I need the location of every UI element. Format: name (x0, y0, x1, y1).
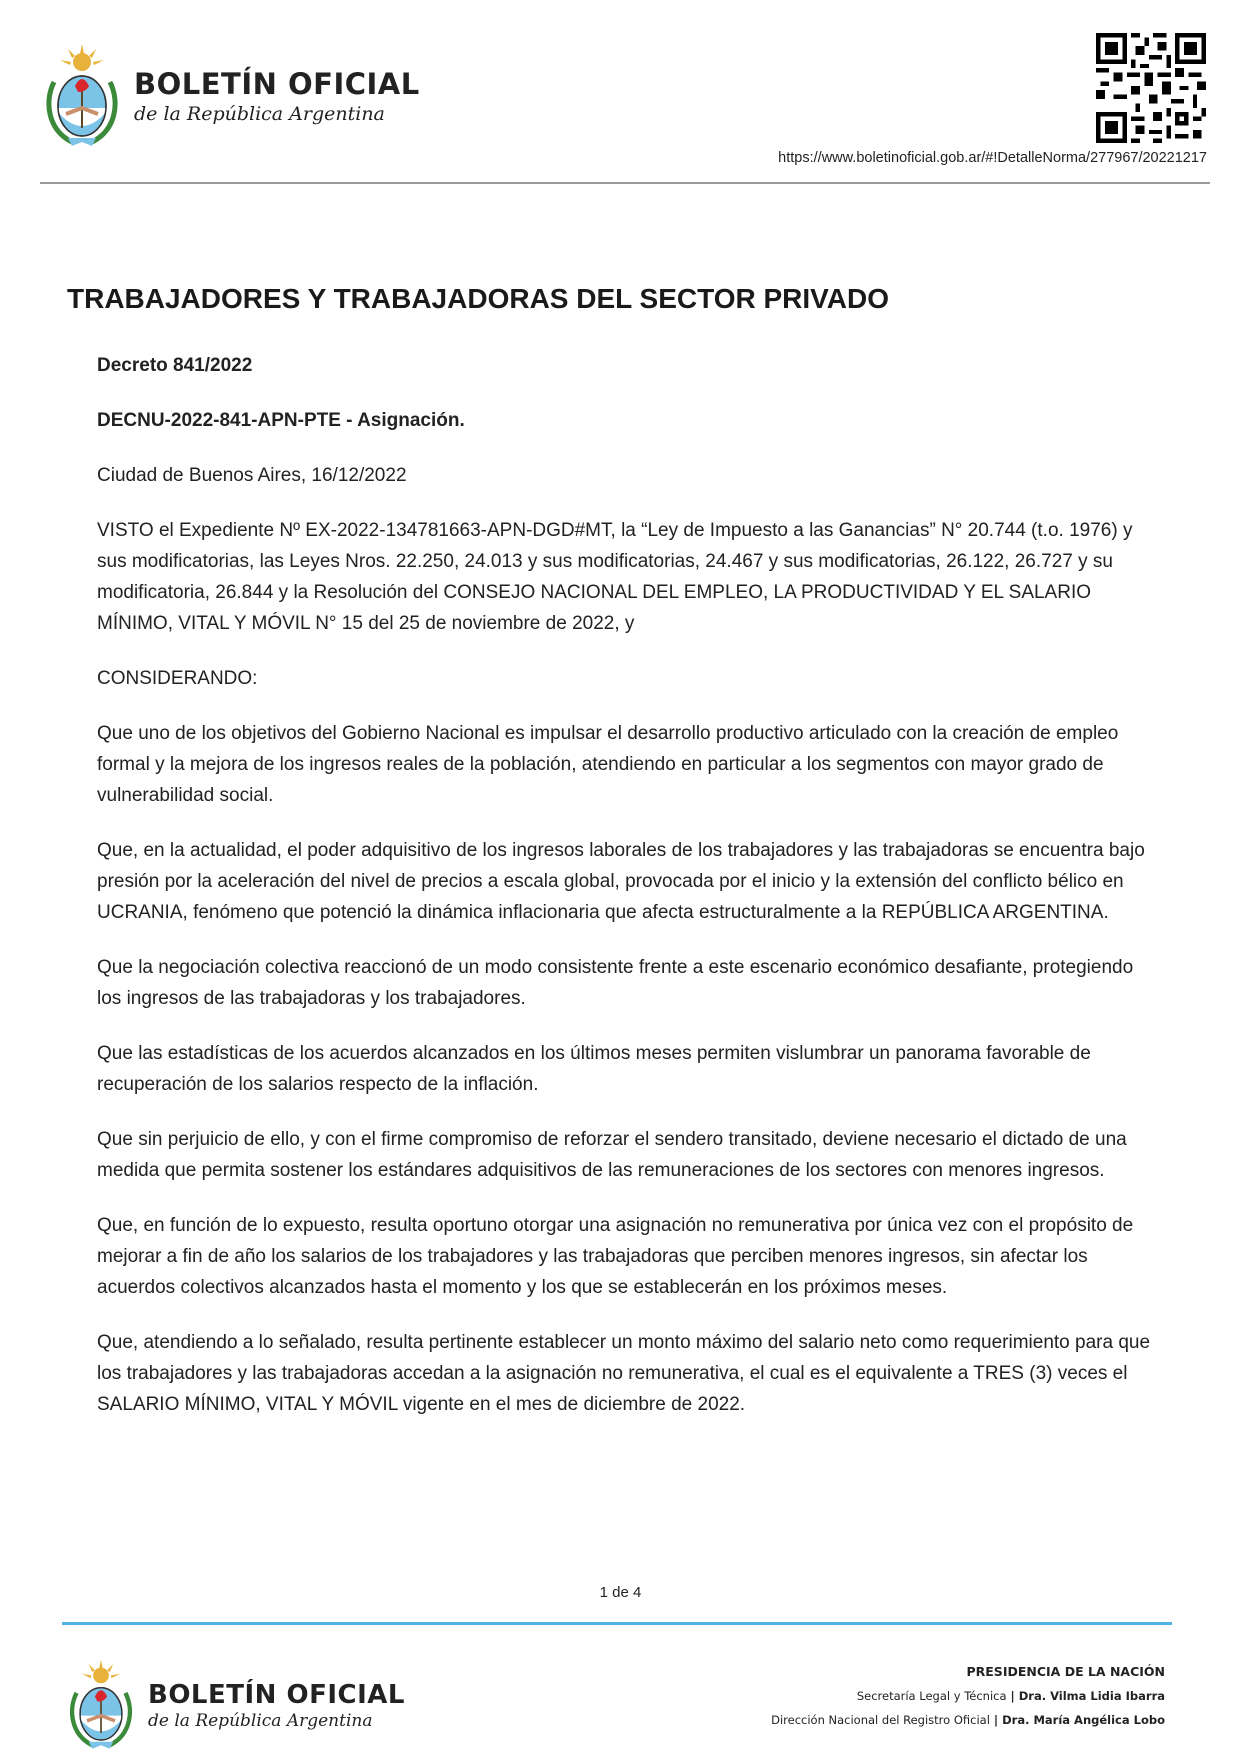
header-divider (40, 182, 1210, 184)
paragraph: Que, atendiendo a lo señalado, resulta pertinente establecer un monto máximo del salario neto como requerimiento para que los trabajadores y las trabajadoras accedan a la asignación no remunerativa, el cual es el equivalente a TRES (3) veces el SALARIO MÍNIMO, VITAL Y MÓVIL vigente en el mes de diciembre de 2022. (97, 1332, 1151, 1415)
decree-number: Decreto 841/2022 (97, 355, 253, 376)
qr-code-icon[interactable] (1096, 33, 1206, 143)
footer-separator: | (1010, 1689, 1015, 1703)
footer-presidencia: PRESIDENCIA DE LA NACIÓN (966, 1664, 1165, 1679)
national-coat-of-arms-icon (42, 42, 122, 152)
brand-title: BOLETÍN OFICIAL (134, 67, 420, 102)
footer-direccion-name: Dra. María Angélica Lobo (1002, 1713, 1165, 1727)
footer-direccion-label: Dirección Nacional del Registro Oficial (771, 1713, 990, 1727)
paragraph-considerando: CONSIDERANDO: (97, 668, 258, 689)
footer-separator: | (993, 1713, 999, 1727)
footer-boletin-logo (66, 1658, 405, 1754)
national-coat-of-arms-icon (66, 1658, 136, 1754)
footer-brand-subtitle: de la República Argentina (148, 1711, 373, 1732)
page-number: 1 de 4 (599, 1584, 642, 1601)
footer-brand-title: BOLETÍN OFICIAL (148, 1679, 405, 1710)
footer-credits (771, 1664, 1165, 1727)
footer-secretaria (771, 1689, 1165, 1703)
decree-reference: DECNU-2022-841-APN-PTE - Asignación. (97, 410, 465, 431)
document-url-link[interactable]: https://www.boletinoficial.gob.ar/#!DetalleNorma/277967/20221217 (778, 150, 1207, 166)
place-date: Ciudad de Buenos Aires, 16/12/2022 (97, 465, 407, 486)
document-title: TRABAJADORES Y TRABAJADORAS DEL SECTOR PRIVADO (67, 283, 889, 314)
paragraph: Que las estadísticas de los acuerdos alcanzados en los últimos meses permiten vislumbrar un panorama favorable de recuperación de los salarios respecto de la inflación. (97, 1043, 1091, 1095)
document-body (97, 350, 1159, 1444)
page-header (0, 0, 1241, 190)
paragraph: Que uno de los objetivos del Gobierno Nacional es impulsar el desarrollo productivo articulado con la creación de empleo formal y la mejora de los ingresos reales de la población, atendiendo en particular a los segmentos con mayor grado de vulnerabilidad social. (97, 723, 1119, 806)
paragraph: Que, en la actualidad, el poder adquisitivo de los ingresos laborales de los trabajadores y las trabajadoras se encuentra bajo presión por la aceleración del nivel de precios a escala global, provocada por el inicio y la extensión del conflicto bélico en UCRANIA, fenómeno que potenció la dinámica inflacionaria que afecta estructuralmente a la REPÚBLICA ARGENTINA. (97, 840, 1145, 923)
paragraph: Que sin perjuicio de ello, y con el firme compromiso de reforzar el sendero transitado, deviene necesario el dictado de una medida que permita sostener los estándares adquisitivos de las remuneraciones de los sectores con menores ingresos. (97, 1129, 1127, 1181)
footer-secretaria-name: Dra. Vilma Lidia Ibarra (1018, 1689, 1165, 1703)
paragraph: Que, en función de lo expuesto, resulta oportuno otorgar una asignación no remunerativa por única vez con el propósito de mejorar a fin de año los salarios de los trabajadores y las trabajadoras que perciben menores ingresos, sin afectar los acuerdos colectivos alcanzados hasta el momento y los que se establecerán en los próximos meses. (97, 1215, 1134, 1298)
footer-secretaria-label: Secretaría Legal y Técnica (856, 1689, 1007, 1703)
boletin-logo[interactable] (42, 42, 420, 152)
footer-divider (62, 1622, 1172, 1625)
paragraph: Que la negociación colectiva reaccionó de un modo consistente frente a este escenario económico desafiante, protegiendo los ingresos de las trabajadoras y los trabajadores. (97, 957, 1134, 1009)
brand-subtitle: de la República Argentina (134, 102, 385, 125)
footer-direccion (771, 1713, 1165, 1727)
paragraph-visto: VISTO el Expediente Nº EX-2022-134781663-APN-DGD#MT, la “Ley de Impuesto a las Ganancias” N° 20.744 (t.o. 1976) y sus modificatorias, las Leyes Nros. 22.250, 24.013 y sus modificatorias, 24.467 y sus modificatorias, 26.122, 26.727 y su modificatoria, 26.844 y la Resolución del CONSEJO NACIONAL DEL EMPLEO, LA PRODUCTIVIDAD Y EL SALARIO MÍNIMO, VITAL Y MÓVIL N° 15 del 25 de noviembre de 2022, y (97, 520, 1133, 634)
